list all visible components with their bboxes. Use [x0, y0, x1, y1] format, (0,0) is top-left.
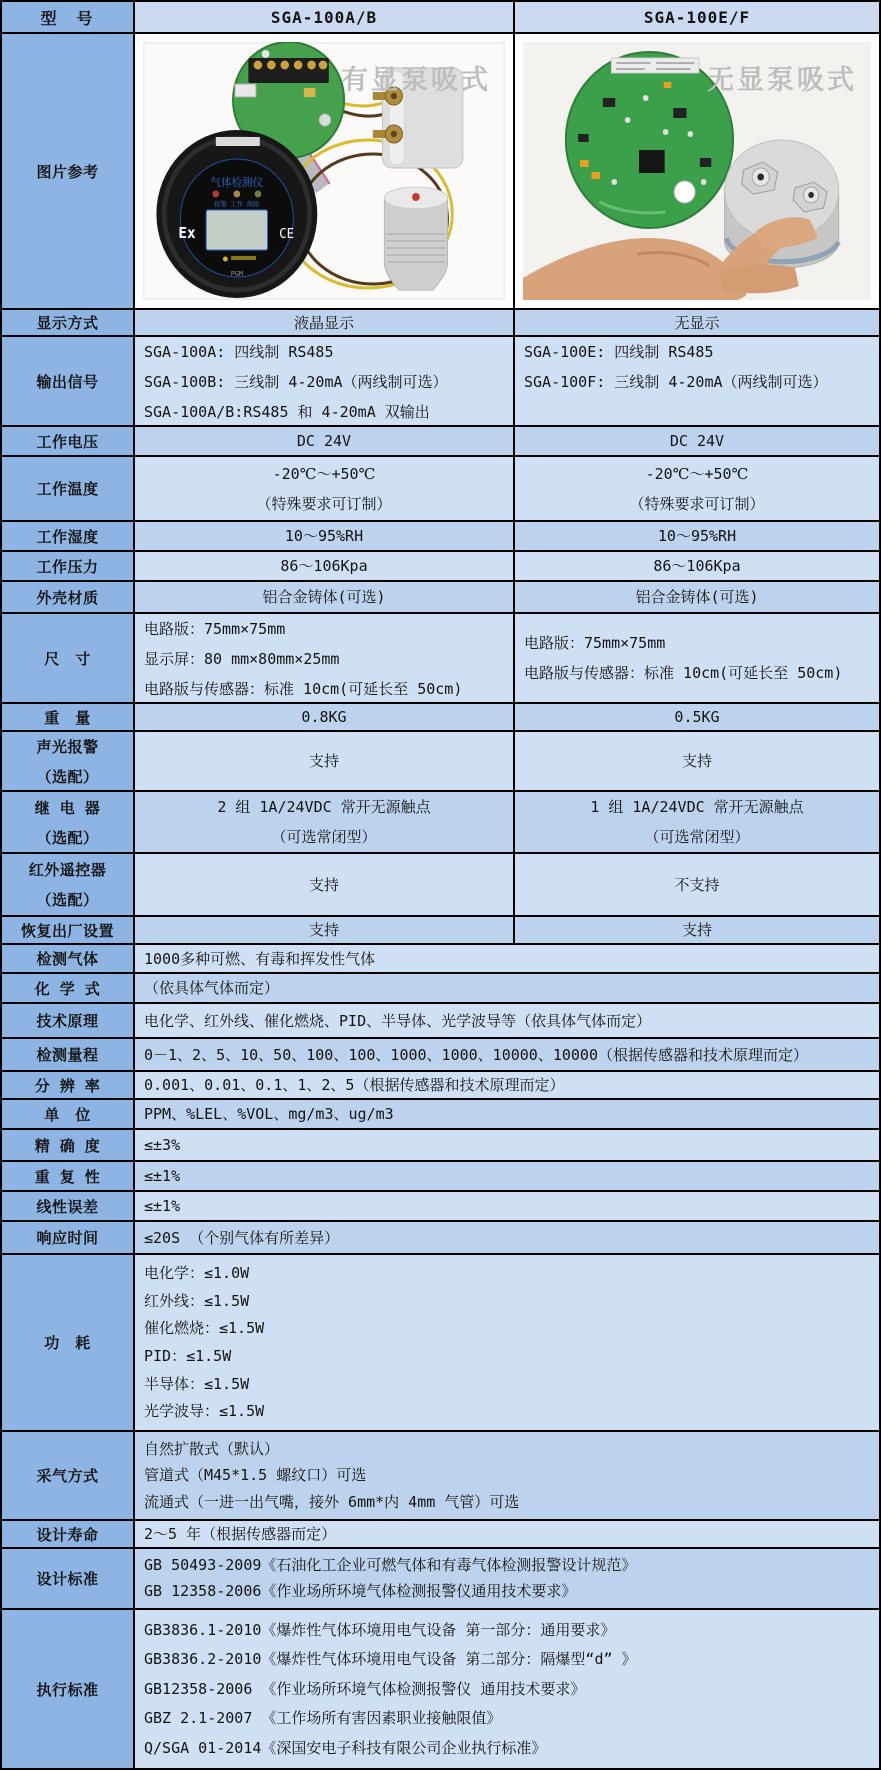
spec-value — [133, 1072, 879, 1098]
value-line: DC 24V — [669, 432, 725, 450]
spec-value — [133, 974, 879, 1002]
row-label: 化 学 式 — [2, 974, 133, 1002]
watermark-pumped-no-display: 无显泵吸式 — [707, 65, 857, 96]
row-label: 工作湿度 — [2, 522, 133, 550]
row-dimensions — [2, 612, 879, 702]
value-line: （可选常闭型） — [271, 828, 377, 846]
spec-value — [133, 1432, 879, 1519]
row-label — [2, 854, 133, 915]
spec-value-a — [133, 522, 513, 550]
row-label: 技术原理 — [2, 1004, 133, 1037]
row-shell-material — [2, 580, 879, 612]
value-line: GBZ 2.1-2007 《工作场所有害因素职业接触限值》 — [144, 1709, 502, 1728]
value-line: 无显示 — [674, 313, 720, 332]
row-label: 工作压力 — [2, 552, 133, 580]
value-line: 电路版与传感器：标准 10cm(可延长至 50cm) — [144, 680, 463, 698]
value-line: SGA-100E: 四线制 RS485 — [524, 343, 714, 361]
spec-value-a — [133, 792, 513, 852]
row-label: 线性误差 — [2, 1192, 133, 1220]
spec-value-a — [133, 427, 513, 455]
row-accuracy — [2, 1128, 879, 1160]
spec-value — [133, 1549, 879, 1608]
header-row — [2, 2, 879, 32]
value-line: SGA-100F: 三线制 4-20mA（两线制可选） — [524, 373, 828, 391]
spec-value — [133, 1130, 879, 1160]
value-line: ≤±1% — [144, 1167, 181, 1185]
spec-value-a — [133, 732, 513, 790]
row-av-alarm — [2, 730, 879, 790]
value-line: 86～106Kpa — [653, 557, 741, 575]
row-output-signal — [2, 335, 879, 425]
value-line: -20℃～+50℃ — [272, 464, 376, 483]
product-photo-b — [513, 34, 879, 308]
spec-value — [133, 1162, 879, 1190]
header-model-a: SGA-100A/B — [133, 2, 513, 32]
value-line: 电路版：75mm×75mm — [144, 620, 286, 638]
spec-value-a — [133, 310, 513, 335]
row-label-line: （选配） — [36, 891, 99, 909]
row-label: 显示方式 — [2, 310, 133, 335]
value-line: 支持 — [681, 752, 712, 770]
spec-value-b — [513, 614, 879, 702]
value-line: ≤±3% — [144, 1136, 181, 1154]
row-resolution — [2, 1070, 879, 1098]
row-label-line: 继 电 器 — [34, 798, 101, 817]
value-line: 液晶显示 — [293, 313, 354, 332]
row-voltage — [2, 425, 879, 455]
spec-value-b — [513, 337, 879, 425]
value-line: （特殊要求可订制） — [256, 494, 392, 513]
row-label: 分 辨 率 — [2, 1072, 133, 1098]
spec-value-b — [513, 310, 879, 335]
header-model-label: 型 号 — [2, 2, 133, 32]
value-line: 0.8KG — [301, 708, 347, 726]
value-line: 支持 — [308, 921, 339, 939]
row-linearity — [2, 1190, 879, 1220]
value-line: 支持 — [308, 875, 339, 894]
spec-value-b — [513, 917, 879, 943]
value-line: 0.001、0.01、0.1、1、2、5（根据传感器和技术原理而定） — [144, 1076, 565, 1094]
value-line: 电路版与传感器：标准 10cm(可延长至 50cm) — [524, 664, 843, 682]
gas-detector-gauge — [156, 130, 317, 298]
value-line: GB3836.2-2010《爆炸性气体环境用电气设备 第二部分：隔爆型“d” 》 — [144, 1650, 637, 1669]
row-label: 响应时间 — [2, 1222, 133, 1253]
spec-value-a — [133, 704, 513, 730]
row-response-time — [2, 1220, 879, 1253]
value-line: SGA-100B: 三线制 4-20mA（两线制可选） — [144, 373, 448, 391]
spec-value — [133, 1222, 879, 1253]
value-line: ≤20S （个别气体有所差异） — [144, 1228, 340, 1247]
sensor-cylinder — [384, 187, 447, 290]
gauge-title: 气体检测仪 — [210, 175, 264, 190]
row-display-mode — [2, 308, 879, 335]
value-line: （特殊要求可订制） — [629, 494, 765, 513]
value-line: PPM、%LEL、%VOL、mg/m3、ug/m3 — [144, 1105, 394, 1123]
row-relay — [2, 790, 879, 852]
row-power — [2, 1253, 879, 1430]
value-line: （依具体气体而定） — [144, 979, 280, 997]
value-line: 铝合金铸体(可选) — [262, 588, 386, 606]
row-principle — [2, 1002, 879, 1037]
row-label: 精 确 度 — [2, 1130, 133, 1160]
row-label: 设计寿命 — [2, 1521, 133, 1547]
value-line: 2 组 1A/24VDC 常开无源触点 — [217, 798, 431, 816]
row-factory-reset — [2, 915, 879, 943]
value-line: GB 12358-2006《作业场所环境气体检测报警仪通用技术要求》 — [144, 1582, 577, 1601]
row-label: 功 耗 — [2, 1255, 133, 1430]
value-line: -20℃～+50℃ — [645, 464, 749, 483]
row-repeatability — [2, 1160, 879, 1190]
spec-value — [133, 1521, 879, 1547]
spec-value — [133, 1192, 879, 1220]
row-image-reference — [2, 32, 879, 308]
spec-value-b — [513, 732, 879, 790]
value-line: 电化学：≤1.0W — [144, 1263, 250, 1282]
product-photo-a — [133, 34, 513, 308]
value-line: DC 24V — [296, 432, 352, 450]
value-line: 86～106Kpa — [280, 557, 368, 575]
spec-value — [133, 1255, 879, 1430]
row-label-line: （选配） — [36, 828, 99, 847]
value-line: GB3836.1-2010《爆炸性气体环境用电气设备 第一部分：通用要求》 — [144, 1620, 616, 1639]
gauge-led-labels: 报警 工作 故障 — [214, 200, 260, 209]
spec-value — [133, 945, 879, 972]
spec-value-b — [513, 854, 879, 915]
gauge-ce-mark: CE — [279, 225, 295, 242]
row-label: 设计标准 — [2, 1549, 133, 1608]
value-line: 红外线：≤1.5W — [144, 1291, 250, 1310]
row-label: 采气方式 — [2, 1432, 133, 1519]
row-temperature — [2, 455, 879, 520]
spec-value-b — [513, 582, 879, 612]
value-line: ≤±1% — [144, 1197, 181, 1215]
value-line: GB 50493-2009《石油化工企业可燃气体和有毒气体检测报警设计规范》 — [144, 1556, 637, 1575]
spec-value-b — [513, 792, 879, 852]
value-line: 自然扩散式（默认） — [144, 1439, 280, 1458]
row-range — [2, 1037, 879, 1070]
row-label-line: 红外遥控器 — [28, 861, 107, 879]
row-pressure — [2, 550, 879, 580]
spec-value — [133, 1039, 879, 1070]
spec-value-b — [513, 427, 879, 455]
row-humidity — [2, 520, 879, 550]
value-line: 0.5KG — [674, 708, 720, 726]
row-label: 执行标准 — [2, 1610, 133, 1768]
spec-value-b — [513, 704, 879, 730]
spec-value-a — [133, 457, 513, 520]
spec-value-a — [133, 854, 513, 915]
spec-value — [133, 1100, 879, 1128]
value-line: 催化燃烧：≤1.5W — [144, 1319, 265, 1338]
row-label: 工作温度 — [2, 457, 133, 520]
value-line: SGA-100A/B:RS485 和 4-20mA 双输出 — [144, 403, 430, 421]
spec-value-a — [133, 917, 513, 943]
gauge-ex-mark: Ex — [178, 224, 196, 243]
spec-value — [133, 1004, 879, 1037]
value-line: GB12358-2006 《作业场所环境气体检测报警仪 通用技术要求》 — [144, 1679, 586, 1698]
value-line: 电化学、红外线、催化燃烧、PID、半导体、光学波导等（依具体气体而定） — [144, 1011, 652, 1030]
row-label — [2, 792, 133, 852]
value-line: （可选常闭型） — [644, 828, 750, 846]
row-label: 尺 寸 — [2, 614, 133, 702]
row-label: 重 复 性 — [2, 1162, 133, 1190]
row-label: 工作电压 — [2, 427, 133, 455]
value-line: 不支持 — [674, 875, 720, 894]
spec-value-a — [133, 337, 513, 425]
value-line: 显示屏：80 mm×80mm×25mm — [144, 650, 340, 668]
row-label: 检测量程 — [2, 1039, 133, 1070]
row-label: 检测气体 — [2, 945, 133, 972]
spec-value-a — [133, 582, 513, 612]
row-chemical-formula — [2, 972, 879, 1002]
header-model-b: SGA-100E/F — [513, 2, 879, 32]
value-line: 1000多种可燃、有毒和挥发性气体 — [144, 949, 376, 968]
row-label — [2, 732, 133, 790]
row-sampling — [2, 1430, 879, 1519]
spec-value — [133, 1610, 879, 1768]
row-exec-standard — [2, 1608, 879, 1768]
value-line: 0－1、2、5、10、50、100、100、1000、1000、10000、10000（根据传感器和技术原理而定） — [144, 1045, 808, 1064]
value-line: 流通式（一进一出气嘴，接外 6mm*内 4mm 气管）可选 — [144, 1492, 520, 1511]
value-line: 1 组 1A/24VDC 常开无源触点 — [590, 798, 804, 816]
row-label-line: 声光报警 — [36, 737, 99, 756]
value-line: 半导体：≤1.5W — [144, 1374, 250, 1393]
row-label: 外壳材质 — [2, 582, 133, 612]
value-line: 支持 — [308, 752, 339, 770]
watermark-pumped-with-display: 有显泵吸式 — [341, 65, 491, 96]
value-line: 10～95%RH — [284, 527, 364, 545]
value-line: 电路版：75mm×75mm — [524, 634, 666, 652]
row-lifespan — [2, 1519, 879, 1547]
row-label: 图片参考 — [2, 34, 133, 308]
row-weight — [2, 702, 879, 730]
row-label-line: （选配） — [36, 767, 99, 786]
spec-value-b — [513, 522, 879, 550]
row-design-standard — [2, 1547, 879, 1608]
value-line: PID：≤1.5W — [144, 1346, 232, 1365]
row-label: 恢复出厂设置 — [2, 917, 133, 943]
value-line: 光学波导：≤1.5W — [144, 1402, 265, 1421]
value-line: 2～5 年（根据传感器而定） — [144, 1525, 337, 1543]
value-line: 支持 — [681, 921, 712, 939]
value-line: 铝合金铸体(可选) — [635, 588, 759, 606]
row-ir-remote — [2, 852, 879, 915]
row-label: 输出信号 — [2, 337, 133, 425]
spec-value-b — [513, 457, 879, 520]
value-line: 管道式（M45*1.5 螺纹口）可选 — [144, 1466, 367, 1485]
gauge-pgm-button-label: PGM — [230, 269, 243, 279]
row-label: 重 量 — [2, 704, 133, 730]
spec-value-b — [513, 552, 879, 580]
value-line: SGA-100A: 四线制 RS485 — [144, 343, 334, 361]
row-target-gas — [2, 943, 879, 972]
value-line: Q/SGA 01-2014《深国安电子科技有限公司企业执行标准》 — [144, 1738, 547, 1757]
value-line: 10～95%RH — [657, 527, 737, 545]
row-unit — [2, 1098, 879, 1128]
spec-value-a — [133, 614, 513, 702]
row-label: 单 位 — [2, 1100, 133, 1128]
spec-value-a — [133, 552, 513, 580]
